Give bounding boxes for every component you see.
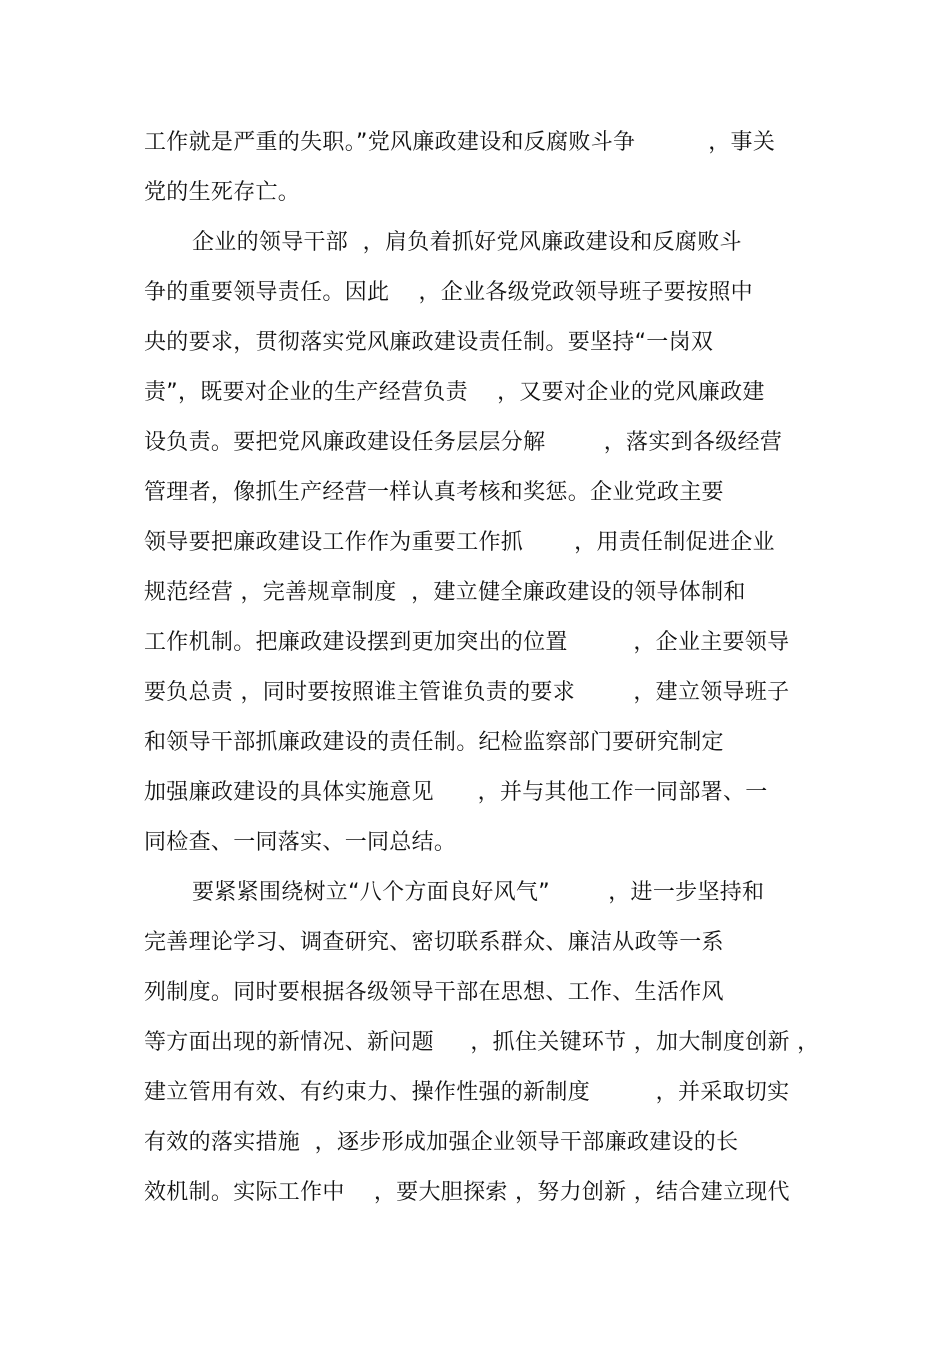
text-line: 工作就是严重的失职。”党风廉政建设和反腐败斗争 ，事关: [144, 130, 776, 155]
text-line: 列制度。同时要根据各级领导干部在思想、工作、生活作风: [144, 980, 724, 1005]
text-line: 要负总责 ，同时要按照谁主管谁负责的要求 ，建立领导班子: [144, 680, 790, 705]
text-line: 建立管用有效、有约束力、操作性强的新制度 ，并采取切实: [144, 1080, 790, 1105]
text-line: 和领导干部抓廉政建设的责任制。纪检监察部门要研究制定: [144, 730, 724, 755]
text-line: 有效的落实措施 ，逐步形成加强企业领导干部廉政建设的长: [144, 1130, 739, 1155]
text-line: 责”，既要对企业的生产经营负责 ，又要对企业的党风廉政建: [144, 380, 765, 405]
text-line: 等方面出现的新情况、新问题 ，抓住关键环节 ，加大制度创新 ，: [144, 1030, 820, 1055]
text-line: 同检查、一同落实、一同总结。: [144, 830, 457, 855]
paragraph-start-line: 企业的领导干部 ，肩负着抓好党风廉政建设和反腐败斗: [192, 230, 742, 255]
text-line: 领导要把廉政建设工作作为重要工作抓 ，用责任制促进企业: [144, 530, 775, 555]
text-line: 争的重要领导责任。因此 ，企业各级党政领导班子要按照中: [144, 280, 753, 305]
text-line: 管理者，像抓生产经营一样认真考核和奖惩。企业党政主要: [144, 480, 724, 505]
text-line: 工作机制。把廉政建设摆到更加突出的位置 ，企业主要领导: [144, 630, 790, 655]
text-line: 党的生死存亡。: [144, 180, 301, 205]
text-line: 完善理论学习、调查研究、密切联系群众、廉洁从政等一系: [144, 930, 724, 955]
text-line: 央的要求，贯彻落实党风廉政建设责任制。要坚持“一岗双: [144, 330, 714, 355]
paragraph-start-line: 要紧紧围绕树立“八个方面良好风气” ，进一步坚持和: [192, 880, 765, 905]
text-line: 设负责。要把党风廉政建设任务层层分解 ，落实到各级经营: [144, 430, 783, 455]
text-line: 效机制。实际工作中 ，要大胆探索 ，努力创新 ，结合建立现代: [144, 1180, 790, 1205]
text-line: 规范经营 ，完善规章制度 ，建立健全廉政建设的领导体制和: [144, 580, 746, 605]
text-line: 加强廉政建设的具体实施意见 ，并与其他工作一同部署、一: [144, 780, 768, 805]
